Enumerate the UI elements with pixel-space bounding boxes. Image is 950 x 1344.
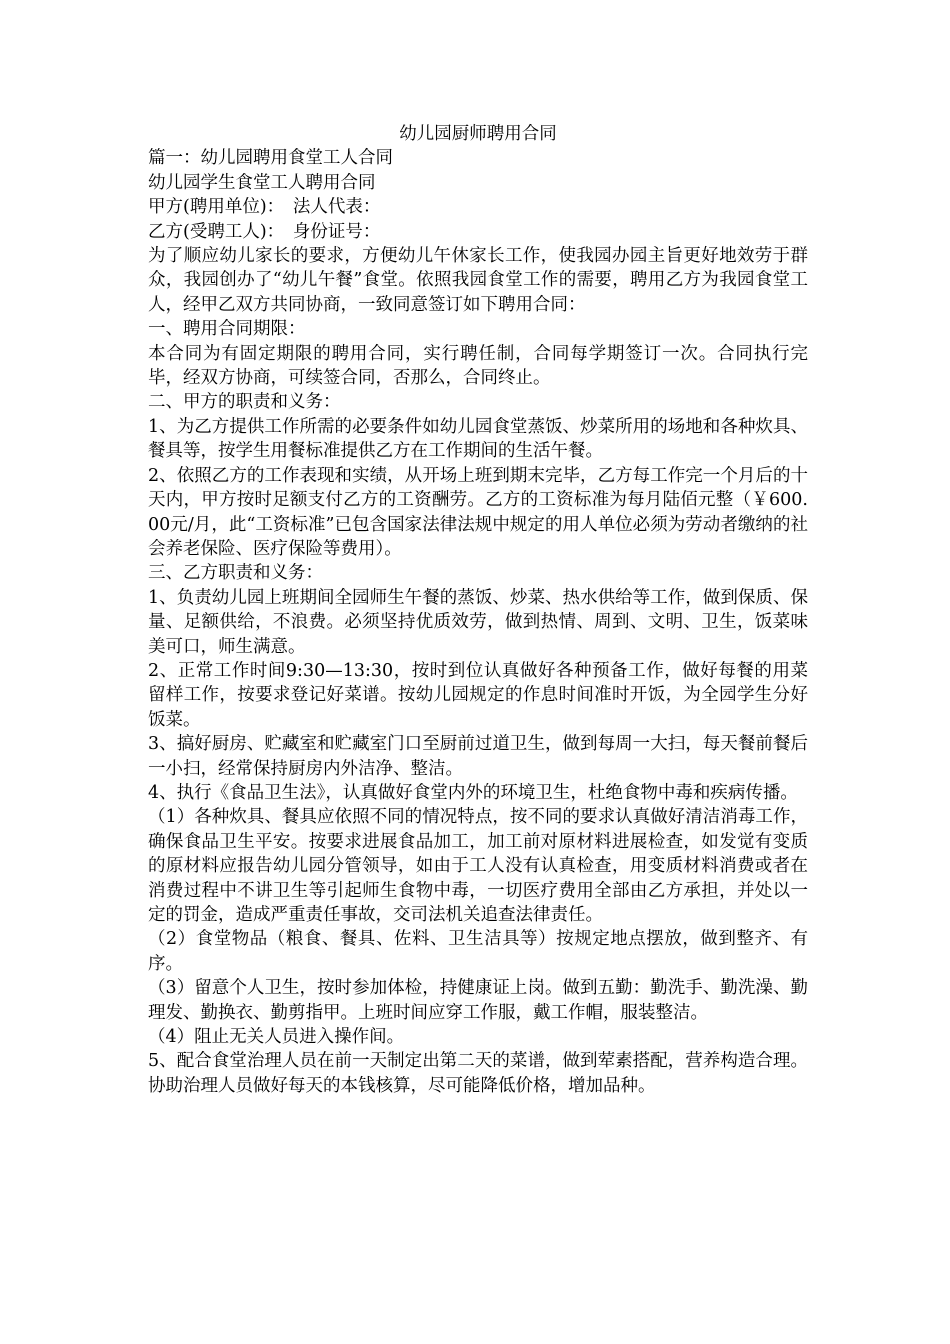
document-title: 幼儿园厨师聘用合同 [399, 124, 557, 144]
party-a-line: 甲方(聘用单位)： 法人代表： [148, 197, 381, 218]
paragraph-subtitle-2: 幼儿园学生食堂工人聘用合同 [148, 172, 376, 193]
section-2-item-1: 1、为乙方提供工作所需的必要条件如幼儿园食堂蒸饭、炒菜所用的场地和各种炊具、餐具等，按学生用餐标准提供乙方在工作期间的生活午餐。 [148, 416, 808, 462]
party-b-line: 乙方(受聘工人)： 身份证号： [148, 221, 381, 242]
section-3-item-4-sub-4: （4）阻止无关人员进入操作间。 [148, 1027, 405, 1048]
section-2-item-2: 2、依照乙方的工作表现和实绩，从开场上班到期末完毕，乙方每工作完一个月后的十天内，甲方按时足额支付乙方的工资酬劳。乙方的工资标准为每月陆佰元整（￥600.00元/月，此“工资标准”已包含国家法律法规中规定的用人单位必须为劳动者缴纳的社会养老保险、医疗保险等费用）。 [148, 465, 808, 559]
section-heading-1: 一、聘用合同期限： [148, 319, 306, 340]
section-3-item-5: 5、配合食堂治理人员在前一天制定出第二天的菜谱，做到荤素搭配，营养构造合理。协助治理人员做好每天的本钱核算，尽可能降低价格，增加品种。 [148, 1051, 808, 1096]
document-body [148, 122, 808, 1098]
section-1-body: 本合同为有固定期限的聘用合同，实行聘任制，合同每学期签订一次。合同执行完毕，经双方协商，可续签合同，否那么，合同终止。 [148, 343, 808, 389]
section-3-item-4-sub-1: （1）各种炊具、餐具应依照不同的情况特点，按不同的要求认真做好清洁消毒工作，确保食品卫生平安。按要求进展食品加工，加工前对原材料进展检查，如发觉有变质的原材料应报告幼儿园分管领导，如由于工人没有认真检查，用变质材料消费或者在消费过程中不讲卫生等引起师生食物中毒，一切医疗费用全部由乙方承担，并处以一定的罚金，造成严重责任事故，交司法机关追查法律责任。 [148, 807, 808, 925]
section-heading-3: 三、乙方职责和义务： [148, 563, 323, 584]
section-heading-2: 二、甲方的职责和义务： [148, 392, 341, 413]
section-3-item-2: 2、正常工作时间9:30—13:30，按时到位认真做好各种预备工作，做好每餐的用菜留样工作，按要求登记好菜谱。按幼儿园规定的作息时间准时开饭，为全园学生分好饭菜。 [148, 660, 808, 730]
section-3-item-3: 3、搞好厨房、贮藏室和贮藏室门口至厨前过道卫生，做到每周一大扫，每天餐前餐后一小扫，经常保持厨房内外洁净、整洁。 [148, 734, 808, 779]
paragraph-subtitle-1: 篇一：幼儿园聘用食堂工人合同 [148, 148, 393, 169]
section-3-item-4-sub-3: （3）留意个人卫生，按时参加体检，持健康证上岗。做到五勤：勤洗手、勤洗澡、勤理发、勤换衣、勤剪指甲。上班时间应穿工作服，戴工作帽，服装整洁。 [148, 978, 808, 1023]
preamble-paragraph: 为了顺应幼儿家长的要求，方便幼儿午休家长工作，使我园办园主旨更好地效劳于群众，我园创办了“幼儿午餐”食堂。依照我园食堂工作的需要，聘用乙方为我园食堂工人，经甲乙双方共同协商，一致同意签订如下聘用合同： [148, 246, 808, 315]
section-3-item-4-sub-2: （2）食堂物品（粮食、餐具、佐料、卫生洁具等）按规定地点摆放，做到整齐、有序。 [148, 929, 808, 974]
section-3-item-4: 4、执行《食品卫生法》，认真做好食堂内外的环境卫生，杜绝食物中毒和疾病传播。 [148, 782, 798, 803]
section-3-item-1: 1、负责幼儿园上班期间全园师生午餐的蒸饭、炒菜、热水供给等工作，做到保质、保量、足额供给，不浪费。必须坚持优质效劳，做到热情、周到、文明、卫生，饭菜味美可口，师生满意。 [148, 587, 808, 657]
